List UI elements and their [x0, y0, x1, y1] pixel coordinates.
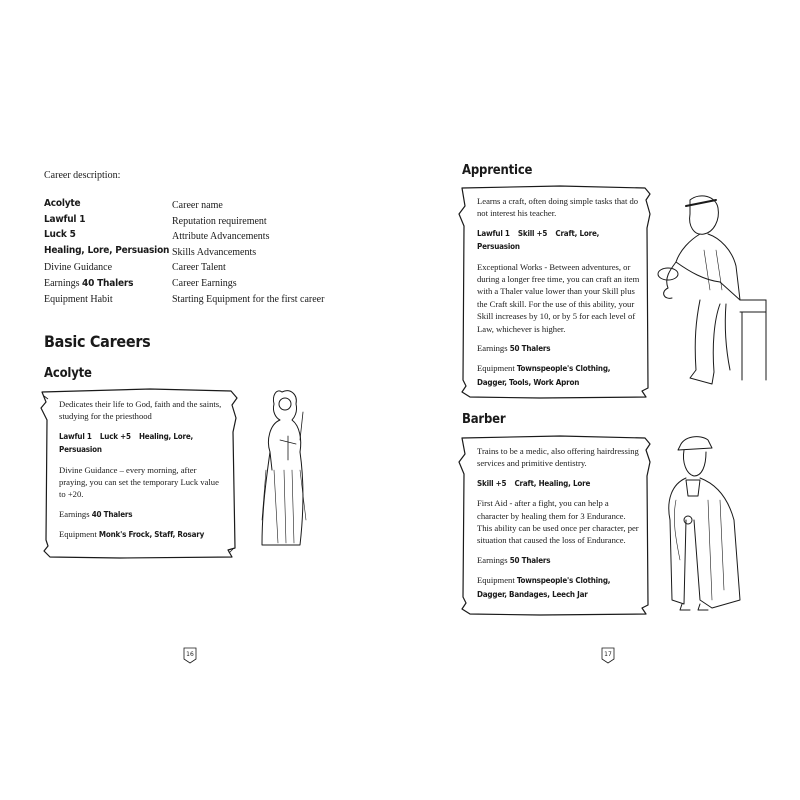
- page-number: [601, 647, 615, 664]
- career-description: Learns a craft, often doing simple tasks that do not interest his teacher.: [477, 196, 639, 219]
- earnings-label: Earnings: [477, 343, 508, 354]
- stat-attribute: Skill +5: [477, 478, 507, 488]
- legend-key: Lawful 1: [44, 214, 86, 225]
- career-talent: Exceptional Works - Between adventures, or during a longer free time, you can craft an item with a Thaler value lower than your Skill plus the Craft skill. For the use of this ability, your Skill increases by 10, or by 5 for each level of Law, whichever is higher.: [477, 261, 640, 334]
- legend-title: Career description:: [44, 170, 121, 181]
- legend-key-prefix: Earnings: [44, 278, 83, 289]
- equipment-value: Townspeople's Clothing, Dagger, Bandages, Leech Jar: [477, 576, 611, 599]
- equipment-value: Townspeople's Clothing, Dagger, Tools, Work Apron: [477, 364, 611, 387]
- legend-value: Career name: [172, 200, 223, 211]
- legend-value: Starting Equipment for the first career: [172, 294, 325, 305]
- section-title: Basic Careers: [44, 332, 151, 351]
- stat-skills: Craft, Lore, Persuasion: [477, 228, 600, 252]
- earnings-value: 40 Thalers: [91, 509, 133, 519]
- career-talent: First Aid - after a fight, you can help a character by healing them for 3 Endurance. This ability can be used once per character, per situation that caused the loss of Endurance.: [477, 498, 639, 546]
- legend-value: Career Talent: [172, 262, 226, 273]
- earnings-value: 50 Thalers: [509, 344, 551, 354]
- earnings-value: 50 Thalers: [509, 555, 551, 565]
- stat-attribute: Skill +5: [517, 228, 548, 238]
- legend-value: Attribute Advancements: [172, 231, 270, 242]
- legend-value: Reputation requirement: [172, 216, 267, 227]
- earnings-label: Earnings: [59, 508, 90, 519]
- career-title-barber: Barber: [462, 412, 506, 427]
- legend-key: Acolyte: [44, 198, 81, 209]
- career-title-acolyte: Acolyte: [44, 366, 92, 381]
- legend-value: Skills Advancements: [172, 247, 257, 258]
- career-talent: Divine Guidance – every morning, after praying, you can set the temporary Luck value to +20.: [59, 464, 219, 500]
- stat-skills: Healing, Lore, Persuasion: [59, 431, 194, 455]
- page-number-text: 17: [604, 651, 612, 658]
- career-description: Trains to be a medic, also offering hairdressing services and primitive dentistry.: [477, 446, 639, 469]
- stat-attribute: Luck +5: [99, 431, 131, 441]
- legend-key: 40 Thalers: [82, 278, 134, 289]
- equipment-value: Monk's Frock, Staff, Rosary: [98, 530, 205, 540]
- legend-key: Healing, Lore, Persuasion: [44, 245, 170, 256]
- equipment-label: Equipment: [477, 575, 515, 586]
- equipment-label: Equipment: [477, 363, 515, 374]
- stat-skills: Craft, Healing, Lore: [514, 478, 591, 488]
- career-description: Dedicates their life to God, faith and the saints, studying for the priesthood: [59, 399, 222, 422]
- legend-key: Equipment Habit: [44, 294, 113, 305]
- career-title-apprentice: Apprentice: [462, 163, 533, 178]
- legend-value: Career Earnings: [172, 278, 237, 289]
- stat-reputation: Lawful 1: [477, 228, 510, 238]
- page-number-text: 16: [186, 651, 194, 658]
- legend-key: Divine Guidance: [44, 262, 113, 273]
- stat-reputation: Lawful 1: [59, 431, 92, 441]
- earnings-label: Earnings: [477, 554, 508, 565]
- legend-key: Luck 5: [44, 229, 76, 240]
- equipment-label: Equipment: [59, 529, 97, 540]
